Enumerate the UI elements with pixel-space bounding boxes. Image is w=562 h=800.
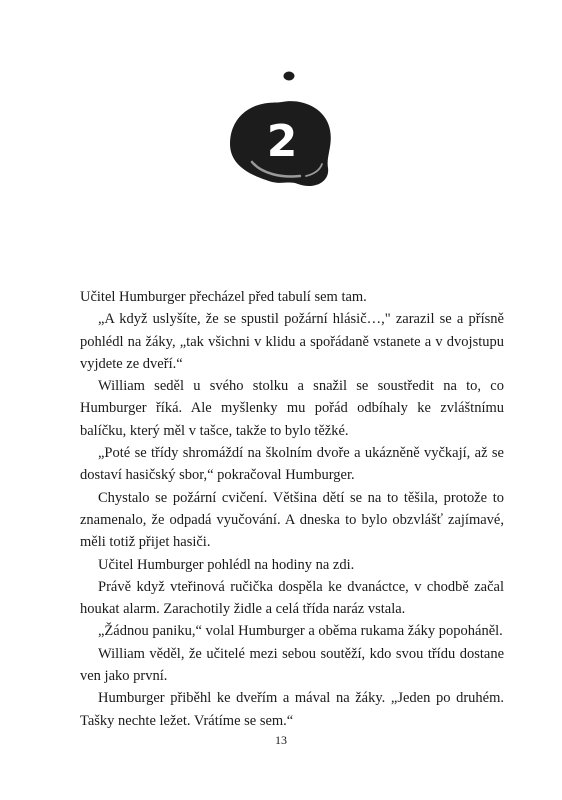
ink-blob-icon: [222, 64, 342, 194]
paragraph: Chystalo se požární cvičení. Většina dětí se na to těšila, protože to znamenalo, že odpadá vyučování. A dneska to bylo obzvlášť zajímavé, měli totiž přijet hasiči.: [80, 489, 504, 551]
body-text: [80, 286, 504, 732]
paragraph: Humburger přiběhl ke dveřím a mával na žáky. „Jeden po druhém. Tašky nechte ležet. Vrátíme se sem.“: [80, 690, 504, 729]
paragraph: Právě když vteřinová ručička dospěla ke dvanáctce, v chodbě začal houkat alarm. Zarachotily židle a celá třída naráz vstala.: [80, 578, 504, 618]
paragraph: „Poté se třídy shromáždí na školním dvoře a ukázněně vyčkají, až se dostaví hasičský sbor,“ pokračoval Humburger.: [80, 445, 504, 484]
page-number: 13: [275, 733, 287, 747]
paragraph: Učitel Humburger přecházel před tabulí sem tam.: [80, 289, 367, 305]
paragraph: William seděl u svého stolku a snažil se soustředit na to, co Humburger říká. Ale myšlenky mu pořád odbíhaly ke zvláštnímu balíčku, který měl v tašce, takže to bylo těžké.: [80, 378, 504, 439]
paragraph: „A když uslyšíte, že se spustil požární hlásič…," zarazil se a přísně pohlédl na žáky, „tak všichni v klidu a spořádaně vstanete a v dvojstupu vyjdete ze dveří.“: [80, 311, 504, 372]
ink-drop-icon: [284, 72, 295, 81]
paragraph: Učitel Humburger pohlédl na hodiny na zdi.: [98, 556, 355, 573]
paragraph: William věděl, že učitelé mezi sebou soutěží, kdo svou třídu dostane ven jako první.: [80, 645, 504, 685]
chapter-number: 2: [266, 116, 298, 167]
paragraph: „Žádnou paniku,“ volal Humburger a oběma rukama žáky popoháněl.: [98, 623, 503, 640]
chapter-number-blob: [222, 64, 342, 194]
